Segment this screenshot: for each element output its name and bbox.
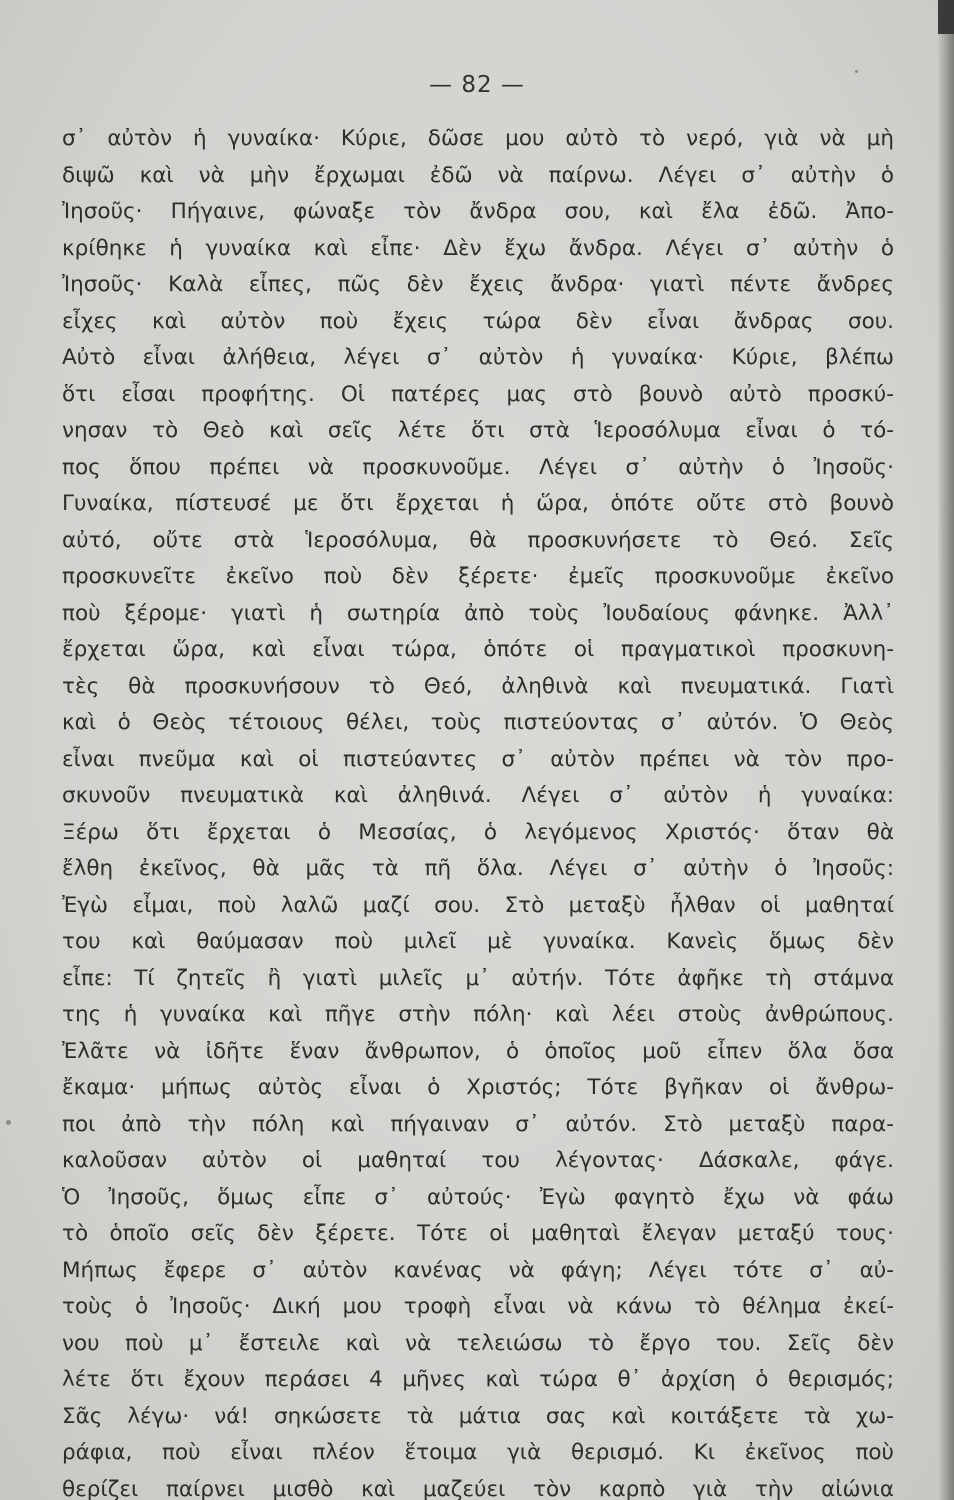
text-line: τὲς θὰ προσκυνήσουν τὸ Θεό, ἀληθινὰ καὶ πνευματικά. Γιατὶ: [62, 673, 894, 699]
text-line: ἔκαμα· μήπως αὐτὸς εἶναι ὁ Χριστός; Τότε βγῆκαν οἱ ἄνθρω-: [62, 1075, 894, 1100]
text-line: λέτε ὅτι ἔχουν περάσει 4 μῆνες καὶ τώρα θ᾿ ἀρχίση ὁ θερισμός;: [62, 1367, 894, 1392]
page-corner-shadow: [938, 0, 954, 34]
text-line: αὐτό, οὔτε στὰ Ἱεροσόλυμα, θὰ προσκυνήσετε τὸ Θεό. Σεῖς: [62, 527, 894, 553]
text-line: του καὶ θαύμασαν ποὺ μιλεῖ μὲ γυναίκα. Κανεὶς ὅμως δὲν: [62, 929, 894, 954]
text-line: διψῶ καὶ νὰ μὴν ἔρχωμαι ἐδῶ νὰ παίρνω. Λέγει σ᾿ αὐτὴν ὁ: [62, 162, 894, 188]
text-line: καλοῦσαν αὐτὸν οἱ μαθηταί του λέγοντας· Δάσκαλε, φάγε.: [62, 1148, 894, 1173]
text-line: της ἡ γυναίκα καὶ πῆγε στὴν πόλη· καὶ λέει στοὺς ἀνθρώπους.: [62, 1002, 894, 1027]
text-line: νησαν τὸ Θεὸ καὶ σεῖς λέτε ὅτι στὰ Ἱεροσόλυμα εἶναι ὁ τό-: [62, 418, 894, 443]
text-line: νου ποὺ μ᾿ ἔστειλε καὶ νὰ τελειώσω τὸ ἔργο του. Σεῖς δὲν: [62, 1330, 894, 1356]
text-line: καὶ ὁ Θεὸς τέτοιους θέλει, τοὺς πιστεύοντας σ᾿ αὐτόν. Ὁ Θεὸς: [62, 710, 894, 735]
text-line: σκυνοῦν πνευματικὰ καὶ ἀληθινά. Λέγει σ᾿ αὐτὸν ἡ γυναίκα:: [62, 783, 894, 808]
paper-speck: [6, 1120, 11, 1125]
text-line: εἶναι πνεῦμα καὶ οἱ πιστεύαντες σ᾿ αὐτὸν πρέπει νὰ τὸν προ-: [62, 746, 894, 772]
text-line: σ᾿ αὐτὸν ἡ γυναίκα· Κύριε, δῶσε μου αὐτὸ τὸ νερό, γιὰ νὰ μὴ: [62, 126, 894, 151]
text-line: ὅτι εἶσαι προφήτης. Οἱ πατέρες μας στὸ βουνὸ αὐτὸ προσκύ-: [62, 381, 894, 407]
body-text: [62, 121, 894, 1500]
paper-speck: [855, 70, 858, 73]
text-line: τοὺς ὁ Ἰησοῦς· Δική μου τροφὴ εἶναι νὰ κάνω τὸ θέλημα ἐκεί-: [62, 1294, 894, 1319]
text-line: Ἐλᾶτε νὰ ἰδῆτε ἕναν ἄνθρωπον, ὁ ὁποῖος μοῦ εἶπεν ὅλα ὅσα: [62, 1038, 894, 1064]
text-line: Αὐτὸ εἶναι ἀλήθεια, λέγει σ᾿ αὐτὸν ἡ γυναίκα· Κύριε, βλέπω: [62, 345, 894, 370]
text-line: ἔρχεται ὥρα, καὶ εἶναι τώρα, ὁπότε οἱ πραγματικοὶ προσκυνη-: [62, 637, 894, 662]
text-line: Ὁ Ἰησοῦς, ὅμως εἶπε σ᾿ αὐτούς· Ἐγὼ φαγητὸ ἔχω νὰ φάω: [62, 1184, 894, 1210]
text-line: Ἐγὼ εἶμαι, ποὺ λαλῶ μαζί σου. Στὸ μεταξὺ ἦλθαν οἱ μαθηταί: [62, 892, 894, 918]
text-line: ἔλθη ἐκεῖνος, θὰ μᾶς τὰ πῆ ὅλα. Λέγει σ᾿ αὐτὴν ὁ Ἰησοῦς:: [62, 856, 894, 881]
text-line: Σᾶς λέγω· νά! σηκώσετε τὰ μάτια σας καὶ κοιτάξετε τὰ χω-: [62, 1403, 894, 1429]
text-line: Ἰησοῦς· Πήγαινε, φώναξε τὸν ἄνδρα σου, καὶ ἔλα ἐδῶ. Ἀπο-: [62, 199, 894, 224]
text-line: ράφια, ποὺ εἶναι πλέον ἕτοιμα γιὰ θερισμό. Κι ἐκεῖνος ποὺ: [62, 1440, 894, 1465]
text-line: ποι ἀπὸ τὴν πόλη καὶ πήγαιναν σ᾿ αὐτόν. Στὸ μεταξὺ παρα-: [62, 1111, 894, 1137]
text-line: Ἰησοῦς· Καλὰ εἶπες, πῶς δὲν ἔχεις ἄνδρα· γιατὶ πέντε ἄνδρες: [62, 272, 894, 297]
page-edge-shadow: [938, 0, 954, 1500]
text-line: εἶχες καὶ αὐτὸν ποὺ ἔχεις τώρα δὲν εἶναι ἄνδρας σου.: [62, 308, 894, 334]
text-line: Ξέρω ὅτι ἔρχεται ὁ Μεσσίας, ὁ λεγόμενος Χριστός· ὅταν θὰ: [62, 819, 894, 845]
text-line: τὸ ὁποῖο σεῖς δὲν ξέρετε. Τότε οἱ μαθηταὶ ἔλεγαν μεταξύ τους·: [62, 1221, 894, 1246]
text-line: πος ὅπου πρέπει νὰ προσκυνοῦμε. Λέγει σ᾿ αὐτὴν ὁ Ἰησοῦς·: [62, 454, 894, 480]
text-line: Γυναίκα, πίστευσέ με ὅτι ἔρχεται ἡ ὥρα, ὁπότε οὔτε στὸ βουνὸ: [62, 491, 894, 516]
text-line: Μήπως ἔφερε σ᾿ αὐτὸν κανένας νὰ φάγη; Λέγει τότε σ᾿ αὐ-: [62, 1257, 894, 1283]
text-line: προσκυνεῖτε ἐκεῖνο ποὺ δὲν ξέρετε· ἐμεῖς προσκυνοῦμε ἐκεῖνο: [62, 564, 894, 589]
text-line: κρίθηκε ἡ γυναίκα καὶ εἶπε· Δὲν ἔχω ἄνδρα. Λέγει σ᾿ αὐτὴν ὁ: [62, 235, 894, 261]
text-line: εἶπε: Τί ζητεῖς ἢ γιατὶ μιλεῖς μ᾿ αὐτήν. Τότε ἀφῆκε τὴ στάμνα: [62, 965, 894, 991]
text-line: ποὺ ξέρομε· γιατὶ ἡ σωτηρία ἀπὸ τοὺς Ἰουδαίους φάνηκε. Ἀλλ᾿: [62, 600, 894, 626]
text-line: θερίζει παίρνει μισθὸ καὶ μαζεύει τὸν καρπὸ γιὰ τὴν αἰώνια: [62, 1476, 894, 1500]
page-number: — 82 —: [429, 72, 525, 98]
